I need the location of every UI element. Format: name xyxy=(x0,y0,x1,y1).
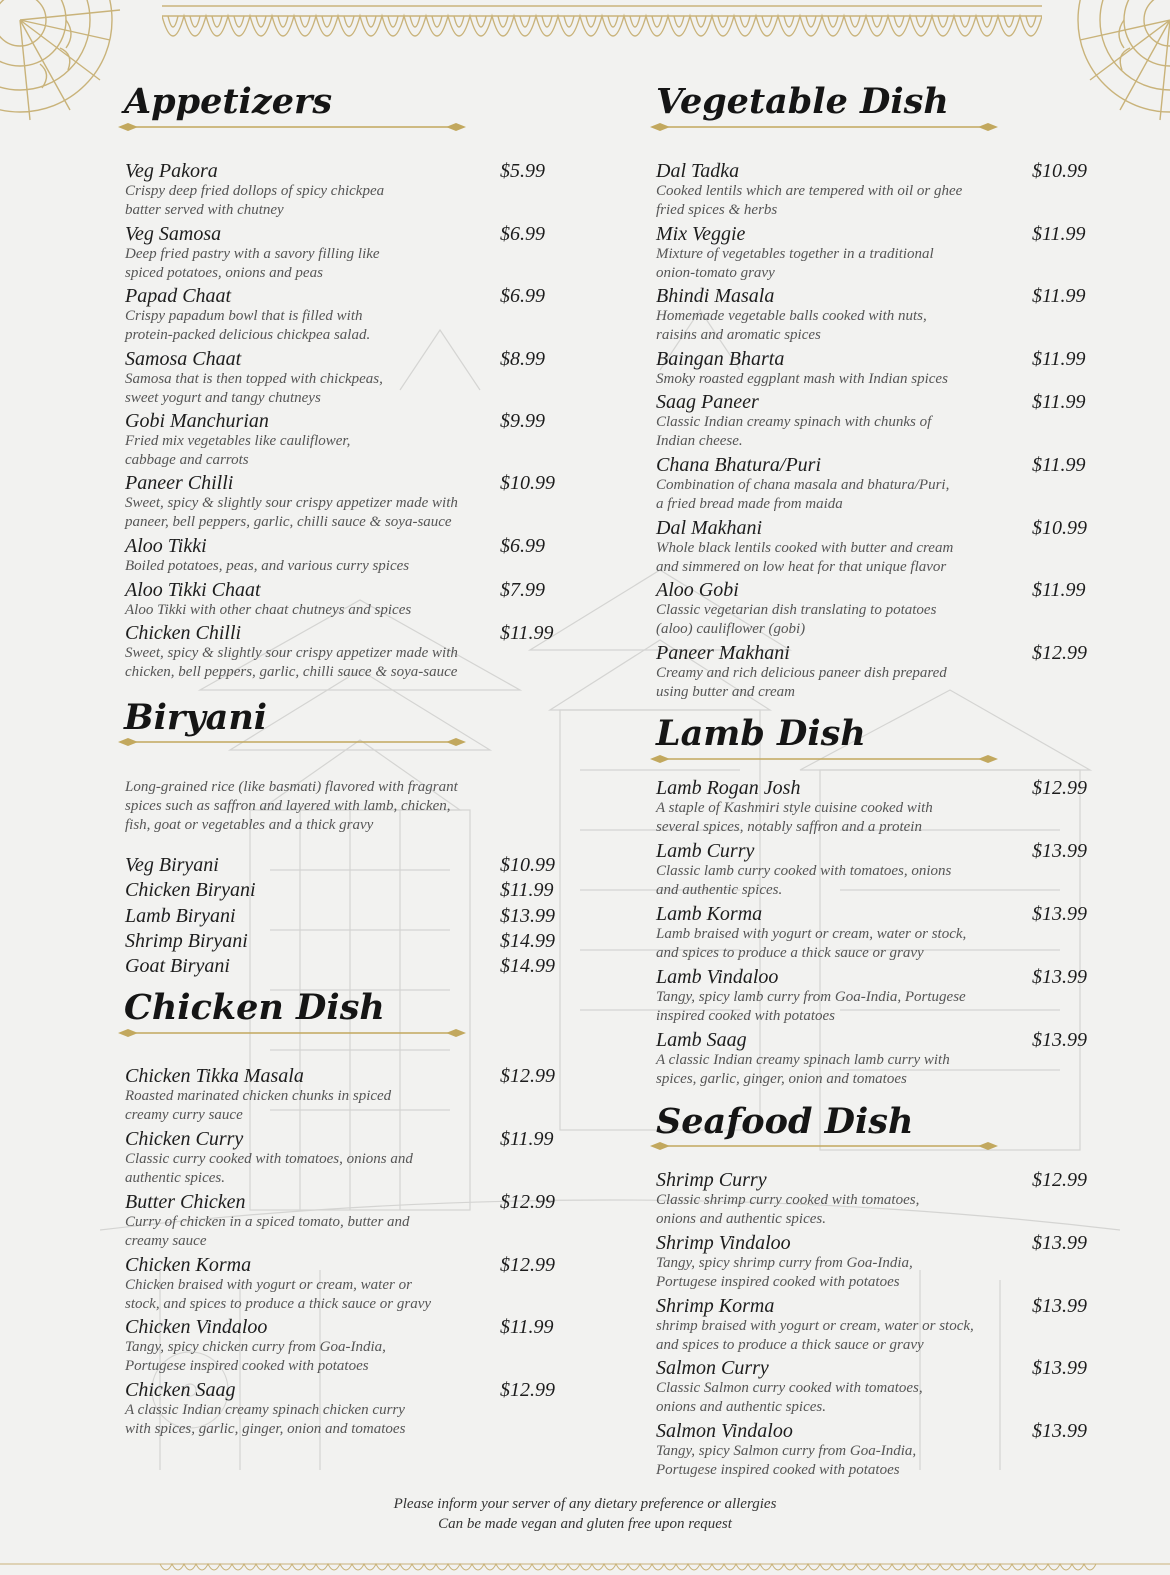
menu-item xyxy=(125,1379,565,1439)
menu-item-price: $5.99 xyxy=(500,160,545,182)
menu-item-price: $10.99 xyxy=(500,472,555,494)
menu-item-name: Bhindi Masala xyxy=(656,285,775,307)
menu-item-name: Mix Veggie xyxy=(656,223,746,245)
menu-item-name: Veg Biryani xyxy=(125,854,219,876)
menu-item-name: Butter Chicken xyxy=(125,1191,246,1213)
menu-item xyxy=(656,223,1096,283)
menu-item-price: $11.99 xyxy=(500,1316,554,1338)
chicken-title: Chicken Dish xyxy=(124,987,385,1028)
menu-item xyxy=(125,1065,565,1125)
menu-item-name: Chicken Tikka Masala xyxy=(125,1065,304,1087)
menu-item xyxy=(125,160,565,220)
menu-item-price: $13.99 xyxy=(500,905,555,927)
menu-item xyxy=(125,1316,565,1376)
menu-item-price: $13.99 xyxy=(1032,1029,1087,1051)
menu-item-description: A classic Indian creamy spinach lamb curry with spices, garlic, ginger, onion and tomatoes xyxy=(656,1052,950,1087)
menu-item xyxy=(656,840,1096,900)
menu-item xyxy=(656,1169,1096,1229)
menu-item-price: $11.99 xyxy=(1032,579,1086,601)
menu-item-description: Crispy papadum bowl that is filled with protein-packed delicious chickpea salad. xyxy=(125,308,371,343)
menu-item-price: $13.99 xyxy=(1032,840,1087,862)
menu-item-name: Veg Pakora xyxy=(125,160,218,182)
menu-item xyxy=(656,1232,1096,1292)
menu-item xyxy=(125,905,565,929)
mandala-corner-ornament-left xyxy=(0,0,130,130)
menu-item-name: Salmon Curry xyxy=(656,1357,769,1379)
menu-item-description: Fried mix vegetables like cauliflower, cabbage and carrots xyxy=(125,433,351,468)
biryani-title: Biryani xyxy=(124,697,268,738)
gold-divider xyxy=(650,1141,998,1151)
menu-item-name: Chicken Biryani xyxy=(125,879,256,901)
menu-item-name: Chicken Korma xyxy=(125,1254,252,1276)
menu-item-price: $12.99 xyxy=(1032,777,1087,799)
seafood-title: Seafood Dish xyxy=(656,1101,914,1142)
menu-item-description: Sweet, spicy & slightly sour crispy appetizer made with chicken, bell peppers, garlic, chilli sauce & soya-sauce xyxy=(125,645,458,680)
menu-item-name: Lamb Curry xyxy=(656,840,755,862)
menu-item-price: $10.99 xyxy=(1032,517,1087,539)
menu-item-description: Crispy deep fried dollops of spicy chickpea batter served with chutney xyxy=(125,183,385,218)
menu-item-price: $13.99 xyxy=(1032,1295,1087,1317)
menu-item-name: Baingan Bharta xyxy=(656,348,785,370)
menu-item-name: Shrimp Korma xyxy=(656,1295,775,1317)
menu-item-name: Dal Makhani xyxy=(656,517,763,539)
menu-item xyxy=(656,1420,1096,1480)
menu-item-description: Mixture of vegetables together in a traditional onion-tomato gravy xyxy=(656,246,934,281)
menu-item-description: Tangy, spicy lamb curry from Goa-India, Portugese inspired cooked with potatoes xyxy=(656,989,966,1024)
menu-item-description: Boiled potatoes, peas, and various curry spices xyxy=(125,558,410,574)
menu-item xyxy=(656,1295,1096,1355)
menu-item xyxy=(125,348,565,408)
menu-item xyxy=(656,1357,1096,1417)
menu-item-price: $13.99 xyxy=(1032,1357,1087,1379)
menu-item xyxy=(125,622,565,682)
menu-item-price: $6.99 xyxy=(500,535,545,557)
menu-item xyxy=(656,391,1096,451)
menu-item-name: Aloo Gobi xyxy=(656,579,739,601)
menu-item-price: $12.99 xyxy=(1032,642,1087,664)
menu-item-description: Classic curry cooked with tomatoes, onions and authentic spices. xyxy=(125,1151,413,1186)
menu-item xyxy=(656,285,1096,345)
henna-lace-border xyxy=(162,0,1042,58)
menu-item-name: Chana Bhatura/Puri xyxy=(656,454,822,476)
menu-item-price: $8.99 xyxy=(500,348,545,370)
menu-item-price: $11.99 xyxy=(500,1128,554,1150)
menu-item-description: Cooked lentils which are tempered with oil or ghee fried spices & herbs xyxy=(656,183,963,218)
menu-item-description: Samosa that is then topped with chickpeas, sweet yogurt and tangy chutneys xyxy=(125,371,383,406)
menu-item xyxy=(125,223,565,283)
menu-item xyxy=(125,1191,565,1251)
menu-item-name: Papad Chaat xyxy=(125,285,232,307)
menu-item-price: $6.99 xyxy=(500,223,545,245)
menu-item-name: Shrimp Vindaloo xyxy=(656,1232,791,1254)
menu-item xyxy=(656,160,1096,220)
menu-item-price: $11.99 xyxy=(1032,285,1086,307)
menu-item-price: $10.99 xyxy=(500,854,555,876)
appetizers-title: Appetizers xyxy=(124,81,333,122)
menu-item xyxy=(125,1254,565,1314)
menu-item-description: Aloo Tikki with other chaat chutneys and spices xyxy=(125,602,412,618)
menu-item-description: A classic Indian creamy spinach chicken curry with spices, garlic, ginger, onion and tomatoes xyxy=(125,1402,406,1437)
menu-item-name: Shrimp Biryani xyxy=(125,930,248,952)
menu-item-price: $12.99 xyxy=(500,1379,555,1401)
menu-item xyxy=(656,903,1096,963)
menu-item-description: Sweet, spicy & slightly sour crispy appetizer made with paneer, bell peppers, garlic, chilli sauce & soya-sauce xyxy=(125,495,458,530)
menu-item-name: Lamb Rogan Josh xyxy=(656,777,801,799)
menu-item-price: $7.99 xyxy=(500,579,545,601)
menu-item-name: Lamb Saag xyxy=(656,1029,747,1051)
menu-item-description: Combination of chana masala and bhatura/Puri, a fried bread made from maida xyxy=(656,477,950,512)
gold-divider xyxy=(118,737,466,747)
menu-item-price: $12.99 xyxy=(500,1254,555,1276)
menu-item xyxy=(125,955,565,979)
menu-item-price: $11.99 xyxy=(1032,454,1086,476)
menu-item xyxy=(125,854,565,878)
menu-item-name: Chicken Vindaloo xyxy=(125,1316,268,1338)
menu-item-name: Lamb Korma xyxy=(656,903,763,925)
menu-item-price: $13.99 xyxy=(1032,1420,1087,1442)
menu-item-price: $9.99 xyxy=(500,410,545,432)
gold-divider xyxy=(650,122,998,132)
footer-allergy-note: Please inform your server of any dietary preference or allergies xyxy=(393,1496,777,1512)
menu-item-description: Chicken braised with yogurt or cream, water or stock, and spices to produce a thick sauce or gravy xyxy=(125,1277,432,1312)
vegetable-title: Vegetable Dish xyxy=(656,81,949,122)
menu-item-name: Aloo Tikki Chaat xyxy=(125,579,261,601)
menu-item-price: $11.99 xyxy=(500,879,554,901)
menu-item-name: Paneer Chilli xyxy=(125,472,234,494)
menu-item-price: $13.99 xyxy=(1032,903,1087,925)
menu-item-description: Homemade vegetable balls cooked with nuts, raisins and aromatic spices xyxy=(656,308,927,343)
menu-item-name: Paneer Makhani xyxy=(656,642,790,664)
menu-item-description: Classic lamb curry cooked with tomatoes, onions and authentic spices. xyxy=(656,863,952,898)
menu-item xyxy=(656,966,1096,1026)
menu-item-description: Classic shrimp curry cooked with tomatoes, onions and authentic spices. xyxy=(656,1192,920,1227)
menu-item-description: Creamy and rich delicious paneer dish prepared using butter and cream xyxy=(656,665,947,700)
menu-item-price: $6.99 xyxy=(500,285,545,307)
menu-item xyxy=(656,579,1096,639)
menu-item-price: $12.99 xyxy=(1032,1169,1087,1191)
menu-item-description: Tangy, spicy chicken curry from Goa-India, Portugese inspired cooked with potatoes xyxy=(125,1339,386,1374)
menu-item-description: Lamb braised with yogurt or cream, water or stock, and spices to produce a thick sauce or gravy xyxy=(656,926,967,961)
menu-item-price: $12.99 xyxy=(500,1065,555,1087)
gold-divider xyxy=(118,122,466,132)
menu-item-name: Goat Biryani xyxy=(125,955,230,977)
menu-item xyxy=(656,1029,1096,1089)
menu-item-name: Shrimp Curry xyxy=(656,1169,767,1191)
menu-item-name: Veg Samosa xyxy=(125,223,222,245)
menu-item-description: Whole black lentils cooked with butter and cream and simmered on low heat for that unique flavor xyxy=(656,540,954,575)
menu-item-price: $11.99 xyxy=(1032,391,1086,413)
menu-item-name: Saag Paneer xyxy=(656,391,759,413)
menu-item-description: Deep fried pastry with a savory filling like spiced potatoes, onions and peas xyxy=(125,246,380,281)
menu-item xyxy=(656,777,1096,837)
menu-item-description: shrimp braised with yogurt or cream, water or stock, and spices to produce a thick sauce or gravy xyxy=(656,1318,974,1353)
menu-item-price: $13.99 xyxy=(1032,966,1087,988)
menu-item-price: $14.99 xyxy=(500,930,555,952)
menu-item-description: Curry of chicken in a spiced tomato, butter and creamy sauce xyxy=(125,1214,410,1249)
menu-item-name: Lamb Biryani xyxy=(125,905,236,927)
menu-item-price: $14.99 xyxy=(500,955,555,977)
menu-item-name: Dal Tadka xyxy=(656,160,740,182)
menu-item-description: Roasted marinated chicken chunks in spiced creamy curry sauce xyxy=(125,1088,392,1123)
menu-item xyxy=(125,285,565,345)
menu-item-description: Classic vegetarian dish translating to potatoes (aloo) cauliflower (gobi) xyxy=(656,602,937,637)
menu-item xyxy=(125,879,565,903)
menu-item-description: Smoky roasted eggplant mash with Indian spices xyxy=(656,371,948,387)
menu-item-name: Lamb Vindaloo xyxy=(656,966,779,988)
menu-item-price: $11.99 xyxy=(500,622,554,644)
menu-item xyxy=(125,472,565,532)
menu-item-name: Chicken Curry xyxy=(125,1128,244,1150)
menu-item-price: $11.99 xyxy=(1032,223,1086,245)
menu-item-name: Aloo Tikki xyxy=(125,535,207,557)
menu-item xyxy=(656,517,1096,577)
menu-item-description: A staple of Kashmiri style cuisine cooked with several spices, notably saffron and a protein xyxy=(656,800,933,835)
footer-vegan-note: Can be made vegan and gluten free upon request xyxy=(438,1516,732,1532)
menu-item-name: Chicken Saag xyxy=(125,1379,236,1401)
menu-item xyxy=(125,930,565,954)
menu-item-description: Tangy, spicy shrimp curry from Goa-India, Portugese inspired cooked with potatoes xyxy=(656,1255,913,1290)
menu-item-name: Chicken Chilli xyxy=(125,622,242,644)
bottom-lace-border xyxy=(0,1562,1170,1575)
menu-item-description: Classic Indian creamy spinach with chunks of Indian cheese. xyxy=(656,414,932,449)
menu-item-name: Salmon Vindaloo xyxy=(656,1420,793,1442)
menu-item-name: Gobi Manchurian xyxy=(125,410,269,432)
menu-item xyxy=(656,454,1096,514)
menu-item-price: $12.99 xyxy=(500,1191,555,1213)
menu-item xyxy=(656,642,1096,702)
menu-item-description: Tangy, spicy Salmon curry from Goa-India, Portugese inspired cooked with potatoes xyxy=(656,1443,917,1478)
menu-item xyxy=(125,1128,565,1188)
menu-item-price: $13.99 xyxy=(1032,1232,1087,1254)
menu-item-name: Samosa Chaat xyxy=(125,348,242,370)
mandala-corner-ornament-right xyxy=(1070,0,1170,130)
menu-item-description: Classic Salmon curry cooked with tomatoes, onions and authentic spices. xyxy=(656,1380,923,1415)
menu-item-price: $10.99 xyxy=(1032,160,1087,182)
menu-item-price: $11.99 xyxy=(1032,348,1086,370)
menu-item xyxy=(125,410,565,470)
gold-divider xyxy=(650,754,998,764)
gold-divider xyxy=(118,1028,466,1038)
biryani-intro: Long-grained rice (like basmati) flavored with fragrant spices such as saffron and layered with lamb, chicken, fish, goat or vegetables and a thick gravy xyxy=(125,779,458,833)
lamb-title: Lamb Dish xyxy=(656,713,866,754)
